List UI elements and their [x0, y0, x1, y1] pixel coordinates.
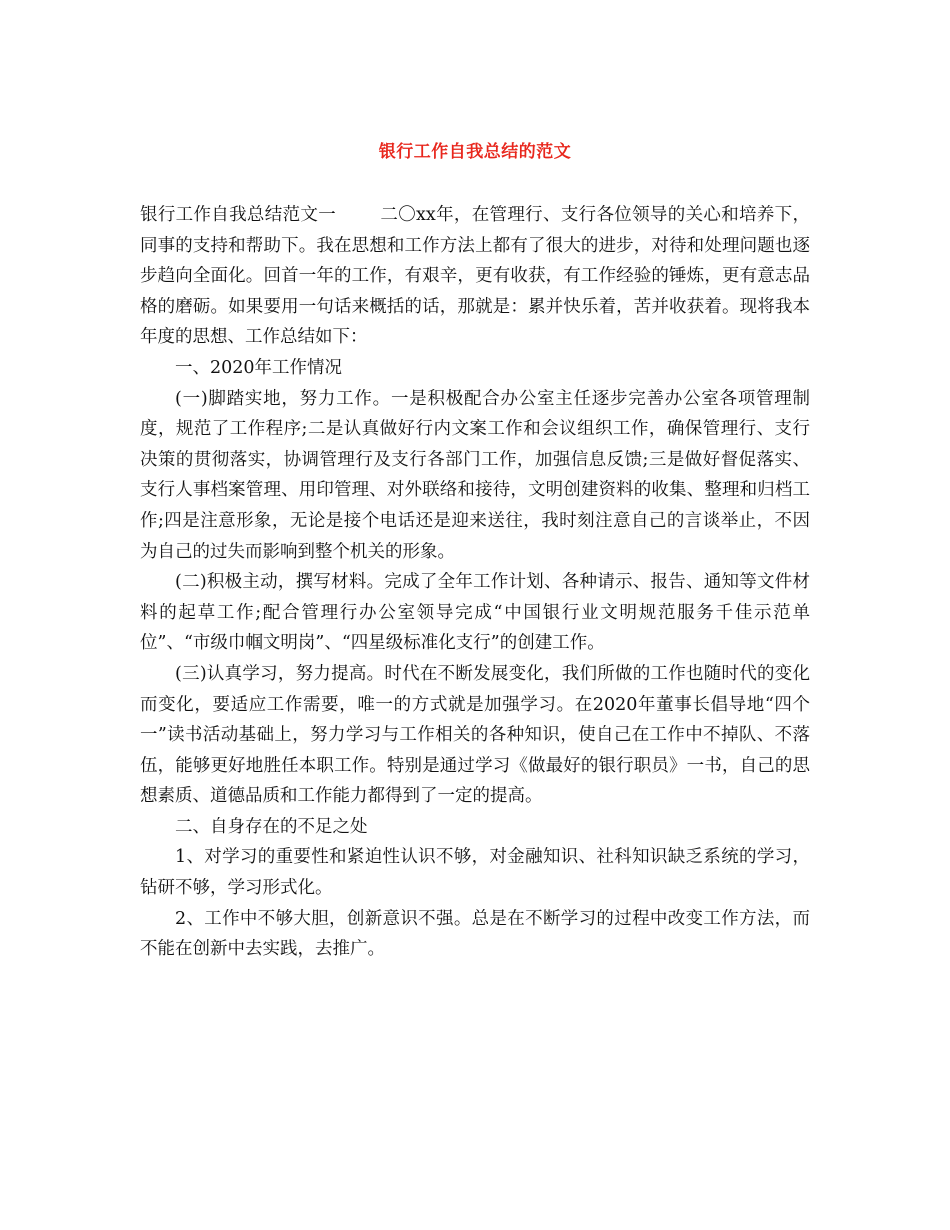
section-heading-1: 一、2020年工作情况	[175, 357, 343, 378]
intro-text: 二〇xx年，在管理行、支行各位领导的关心和培养下，同事的支持和帮助下。我在思想和工作方法上都有了很大的进步，对待和处理问题也逐步趋向全面化。回首一年的工作，有艰辛，更有收获，有工作经验的锤炼，更有意志品格的磨砺。如果要用一句话来概括的话，那就是：累并快乐着，苦并收获着。现将我本年度的思想、工作总结如下：	[140, 205, 810, 348]
document-body	[140, 200, 810, 965]
document-title: 银行工作自我总结的范文	[378, 142, 572, 162]
intro-paragraph	[140, 200, 810, 353]
paragraph-item-1: (一)脚踏实地，努力工作。一是积极配合办公室主任逐步完善办公室各项管理制度，规范了工作程序;二是认真做好行内文案工作和会议组织工作，确保管理行、支行决策的贯彻落实，协调管理行及支行各部门工作，加强信息反馈;三是做好督促落实、支行人事档案管理、用印管理、对外联络和接待，文明创建资料的收集、整理和归档工作;四是注意形象，无论是接个电话还是迎来送往，我时刻注意自己的言谈举止，不因为自己的过失而影响到整个机关的形象。	[140, 388, 810, 562]
paragraph-item-3: (三)认真学习，努力提高。时代在不断发展变化，我们所做的工作也随时代的变化而变化，要适应工作需要，唯一的方式就是加强学习。在2020年董事长倡导地“四个一”读书活动基础上，努力学习与工作相关的各种知识，使自己在工作中不掉队、不落伍，能够更好地胜任本职工作。特别是通过学习《做最好的银行职员》一书，自己的思想素质、道德品质和工作能力都得到了一定的提高。	[140, 663, 810, 807]
intro-label: 银行工作自我总结范文一	[140, 205, 337, 225]
shortcoming-item-1: 1、对学习的重要性和紧迫性认识不够，对金融知识、社科知识缺乏系统的学习，钻研不够，学习形式化。	[140, 847, 810, 899]
section-heading-2: 二、自身存在的不足之处	[175, 816, 368, 837]
paragraph-item-2: (二)积极主动，撰写材料。完成了全年工作计划、各种请示、报告、通知等文件材料的起草工作;配合管理行办公室领导完成“中国银行业文明规范服务千佳示范单位”、“市级巾帼文明岗”、“四星级标准化支行”的创建工作。	[140, 572, 810, 654]
shortcoming-item-2: 2、工作中不够大胆，创新意识不强。总是在不断学习的过程中改变工作方法，而不能在创新中去实践，去推广。	[140, 908, 810, 960]
